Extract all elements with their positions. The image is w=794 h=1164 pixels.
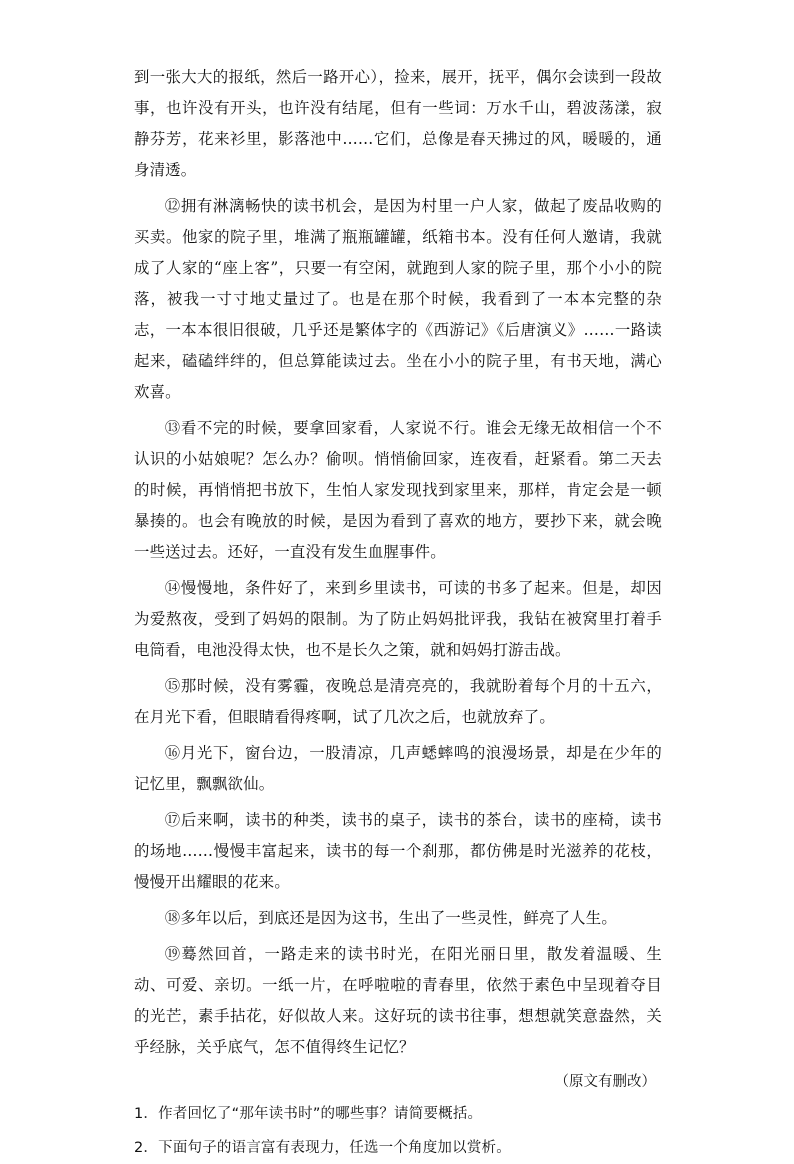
paragraph-14: ⑭慢慢地，条件好了，来到乡里读书，可读的书多了起来。但是，却因为爱熬夜，受到了妈妈的限制。为了防止妈妈批评我，我钻在被窝里打着手电筒看，电池没得太快，也不是长久之策，就和妈妈打游击战。 [134, 579, 662, 659]
paragraph-12: ⑫拥有淋漓畅快的读书机会，是因为村里一户人家，做起了废品收购的买卖。他家的院子里，堆满了瓶瓶罐罐，纸箱书本。没有任何人邀请，我就成了人家的“座上客”，只要一有空闲，就跑到人家的院子里，那个小小的院落，被我一寸寸地丈量过了。也是在那个时候，我看到了一本本完整的杂志，一本本很旧很破，几乎还是繁体字的《西游记》《后唐演义》……一路读起来，磕磕绊绊的，但总算能读过去。坐在小小的院子里，有书天地，满心欢喜。 [134, 197, 662, 401]
paragraph-13: ⑬看不完的时候，要拿回家看，人家说不行。谁会无缘无故相信一个不认识的小姑娘呢？怎么办？偷呗。悄悄偷回家，连夜看，赶紧看。第二天去的时候，再悄悄把书放下，生怕人家发现找到家里来，那样，肯定会是一顿暴揍的。也会有晚放的时候，是因为看到了喜欢的地方，要抄下来，就会晚一些送过去。还好，一直没有发生血腥事件。 [134, 419, 662, 561]
paragraph-18: ⑱多年以后，到底还是因为这书，生出了一些灵性，鲜亮了人生。 [164, 909, 617, 927]
paragraph-16: ⑯月光下，窗台边，一股清凉，几声蟋蟀鸣的浪漫场景，却是在少年的记忆里，飘飘欲仙。 [134, 744, 662, 793]
opening-paragraph: 到一张大大的报纸，然后一路开心），捡来，展开，抚平，偶尔会读到一段故事，也许没有开头，也许没有结尾，但有一些词：万水千山，碧波荡漾，寂静芬芳，花来衫里，影落池中……它们，总像是春天拂过的风，暖暖的，通身清透。 [134, 68, 662, 179]
paragraph-19: ⑲蓦然回首，一路走来的读书时光，在阳光丽日里，散发着温暖、生动、可爱、亲切。一纸一片，在呼啦啦的青春里，依然于素色中呈现着夺目的光芒，素手拈花，好似故人来。这好玩的读书往事，想想就笑意盎然，关乎经脉，关乎底气，怎不值得终生记忆？ [134, 945, 662, 1056]
document-page [134, 62, 662, 1164]
source-note: （原文有删改） [554, 1074, 656, 1090]
paragraph-17: ⑰后来啊，读书的种类，读书的桌子，读书的茶台，读书的座椅，读书的场地……慢慢丰富起来，读书的每一个刹那，都仿佛是时光滋养的花枝，慢慢开出耀眼的花来。 [134, 811, 662, 891]
question-1: 1．作者回忆了“那年读书时”的哪些事？请简要概括。 [134, 1106, 483, 1122]
paragraph-15: ⑮那时候，没有雾霾，夜晚总是清亮亮的，我就盼着每个月的十五六，在月光下看，但眼睛看得疼啊，试了几次之后，也就放弃了。 [134, 677, 662, 726]
question-2: 2．下面句子的语言富有表现力，任选一个角度加以赏析。 [134, 1140, 511, 1156]
